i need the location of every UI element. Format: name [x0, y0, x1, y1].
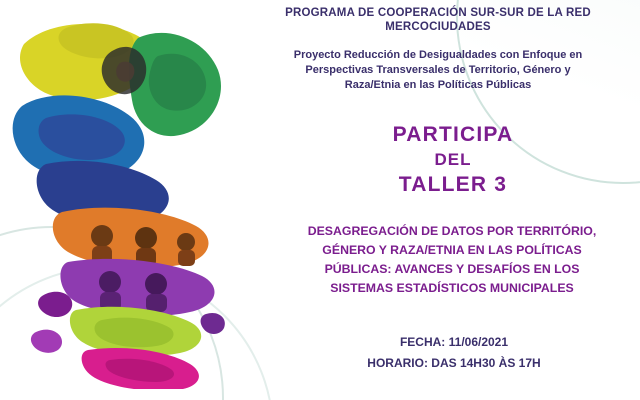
project-subtitle-line3: Raza/Etnia en las Políticas Públicas	[344, 79, 532, 91]
workshop-title-line2: GÉNERO Y RAZA/ETNIA EN LAS POLÍTICAS	[322, 243, 582, 257]
project-subtitle-line2: Perspectivas Transversales de Territorio, Género y	[305, 64, 571, 76]
workshop-title	[268, 222, 636, 298]
program-title-line2: MERCOCIUDADES	[385, 21, 491, 33]
participation-line1: PARTICIPA	[392, 123, 514, 146]
participation-line2: DEL	[434, 150, 472, 169]
project-subtitle	[240, 48, 636, 93]
event-time: HORARIO: DAS 14H30 ÀS 17H	[367, 356, 541, 370]
workshop-title-line4: SISTEMAS ESTADÍSTICOS MUNICIPALES	[330, 281, 574, 295]
program-title	[240, 6, 636, 34]
workshop-title-line1: DESAGREGACIÓN DE DATOS POR TERRITÓRIO,	[307, 224, 597, 238]
project-subtitle-line1: Proyecto Reducción de Desigualdades con Enfoque en	[293, 49, 583, 61]
schedule-block	[272, 332, 636, 374]
artwork-paint-strokes	[6, 14, 276, 389]
event-date: FECHA: 11/06/2021	[399, 335, 509, 349]
workshop-title-line3: PÚBLICAS: AVANCES Y DESAFÍOS EN LOS	[324, 262, 580, 276]
program-title-line1: PROGRAMA DE COOPERACIÓN SUR-SUR DE LA RED	[285, 7, 591, 19]
header-text-block	[240, 6, 636, 93]
participation-line3: TALLER 3	[398, 173, 508, 196]
participation-callout	[270, 122, 636, 198]
